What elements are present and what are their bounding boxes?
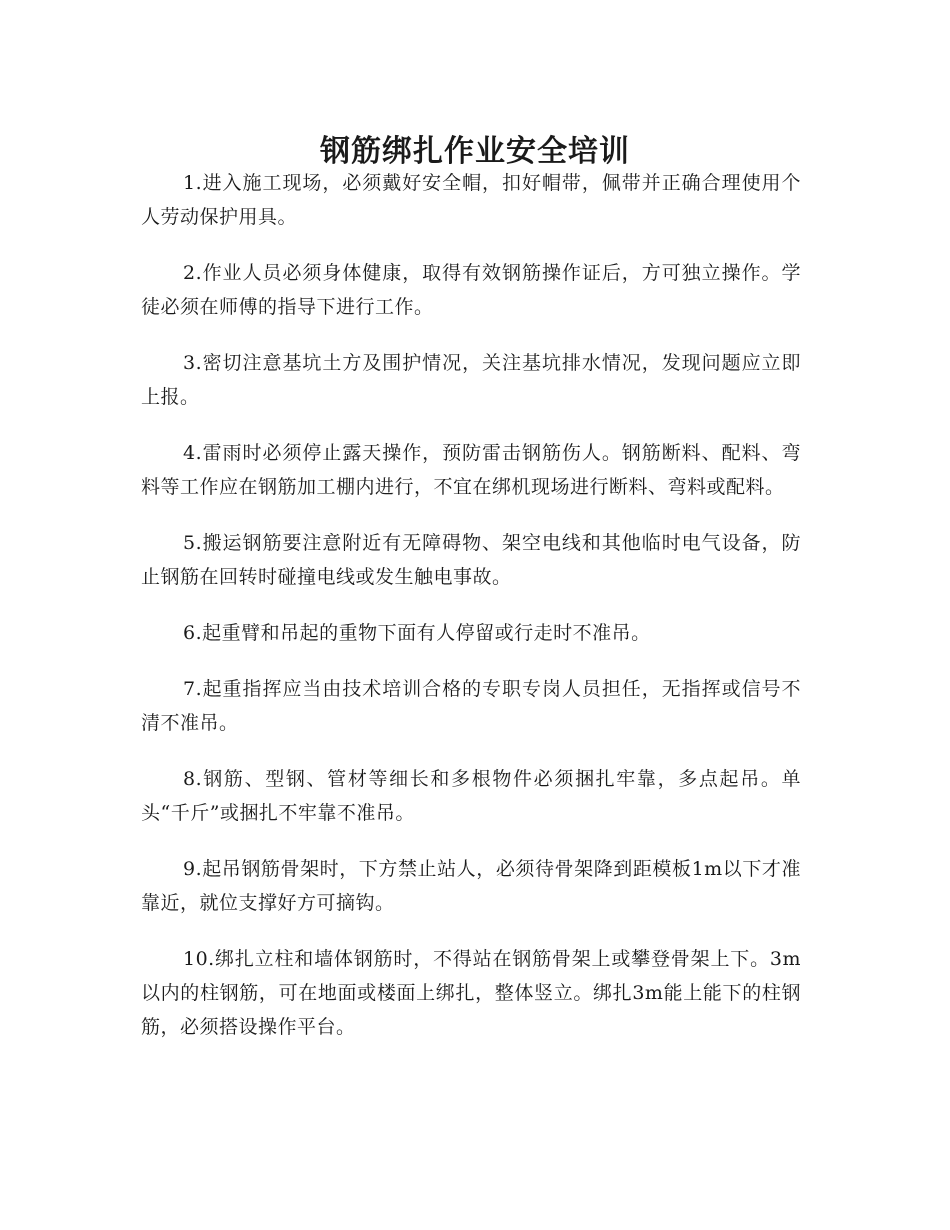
safety-rule-paragraph: 8.钢筋、型钢、管材等细长和多根物件必须捆扎牢靠，多点起吊。单头“千斤”或捆扎不牢靠不准吊。 — [141, 768, 801, 824]
safety-rule-paragraph: 6.起重臂和吊起的重物下面有人停留或行走时不准吊。 — [183, 622, 651, 644]
safety-rule-paragraph: 7.起重指挥应当由技术培训合格的专职专岗人员担任，无指挥或信号不清不准吊。 — [141, 678, 801, 734]
document-body — [141, 166, 801, 1066]
safety-rule-paragraph: 3.密切注意基坑土方及围护情况，关注基坑排水情况，发现问题应立即上报。 — [141, 352, 801, 408]
safety-rule-paragraph: 9.起吊钢筋骨架时，下方禁止站人，必须待骨架降到距模板1m以下才准靠近，就位支撑好方可摘钩。 — [141, 858, 801, 914]
document-title: 钢筋绑扎作业安全培训 — [320, 134, 630, 170]
safety-rule-paragraph: 5.搬运钢筋要注意附近有无障碍物、架空电线和其他临时电气设备，防止钢筋在回转时碰撞电线或发生触电事故。 — [141, 532, 801, 588]
safety-rule-paragraph: 2.作业人员必须身体健康，取得有效钢筋操作证后，方可独立操作。学徒必须在师傅的指导下进行工作。 — [141, 262, 801, 318]
safety-rule-paragraph: 1.进入施工现场，必须戴好安全帽，扣好帽带，佩带并正确合理使用个人劳动保护用具。 — [141, 172, 801, 228]
safety-rule-paragraph: 4.雷雨时必须停止露天操作，预防雷击钢筋伤人。钢筋断料、配料、弯料等工作应在钢筋加工棚内进行，不宜在绑机现场进行断料、弯料或配料。 — [141, 442, 801, 498]
safety-rule-paragraph: 10.绑扎立柱和墙体钢筋时，不得站在钢筋骨架上或攀登骨架上下。3m以内的柱钢筋，可在地面或楼面上绑扎，整体竖立。绑扎3m能上能下的柱钢筋，必须搭设操作平台。 — [141, 948, 801, 1038]
